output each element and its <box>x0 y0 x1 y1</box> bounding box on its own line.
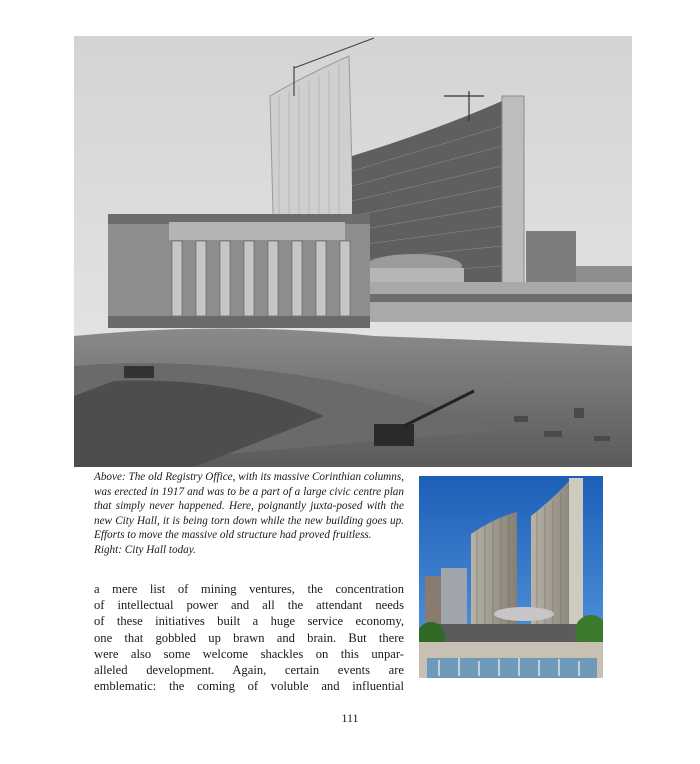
registry-office-photo-image <box>74 36 632 467</box>
city-hall-today-photo <box>419 476 603 678</box>
caption-above: Above: The old Registry Office, with its massive Corinthian columns, was erected in 1917 and was to be a part of a large civic centre plan that simply never happened. Here, poignantly juxta-posed with the new City Hall, it is being torn down while the new building goes up. Efforts to move the massive old structure had proved fruitless. <box>94 471 404 542</box>
body-line: of these initiatives built a huge service economy, <box>94 614 404 629</box>
body-line: were also some welcome shackles on this unpar- <box>94 646 404 661</box>
page-number: 111 <box>341 711 359 725</box>
caption-right: Right: City Hall today. <box>94 543 196 556</box>
body-paragraph <box>94 581 404 694</box>
body-line: alleled development. Again, certain events are <box>94 663 404 678</box>
body-line: of intellectual power and all the attendant needs <box>94 598 404 613</box>
photo-caption <box>94 470 404 558</box>
body-line: one that gobbled up brawn and brain. But there <box>94 630 404 645</box>
registry-office-photo <box>74 36 632 467</box>
city-hall-today-image <box>419 476 603 678</box>
body-line: a mere list of mining ventures, the concentration <box>94 582 404 596</box>
body-line: emblematic: the coming of voluble and influential <box>94 679 404 694</box>
